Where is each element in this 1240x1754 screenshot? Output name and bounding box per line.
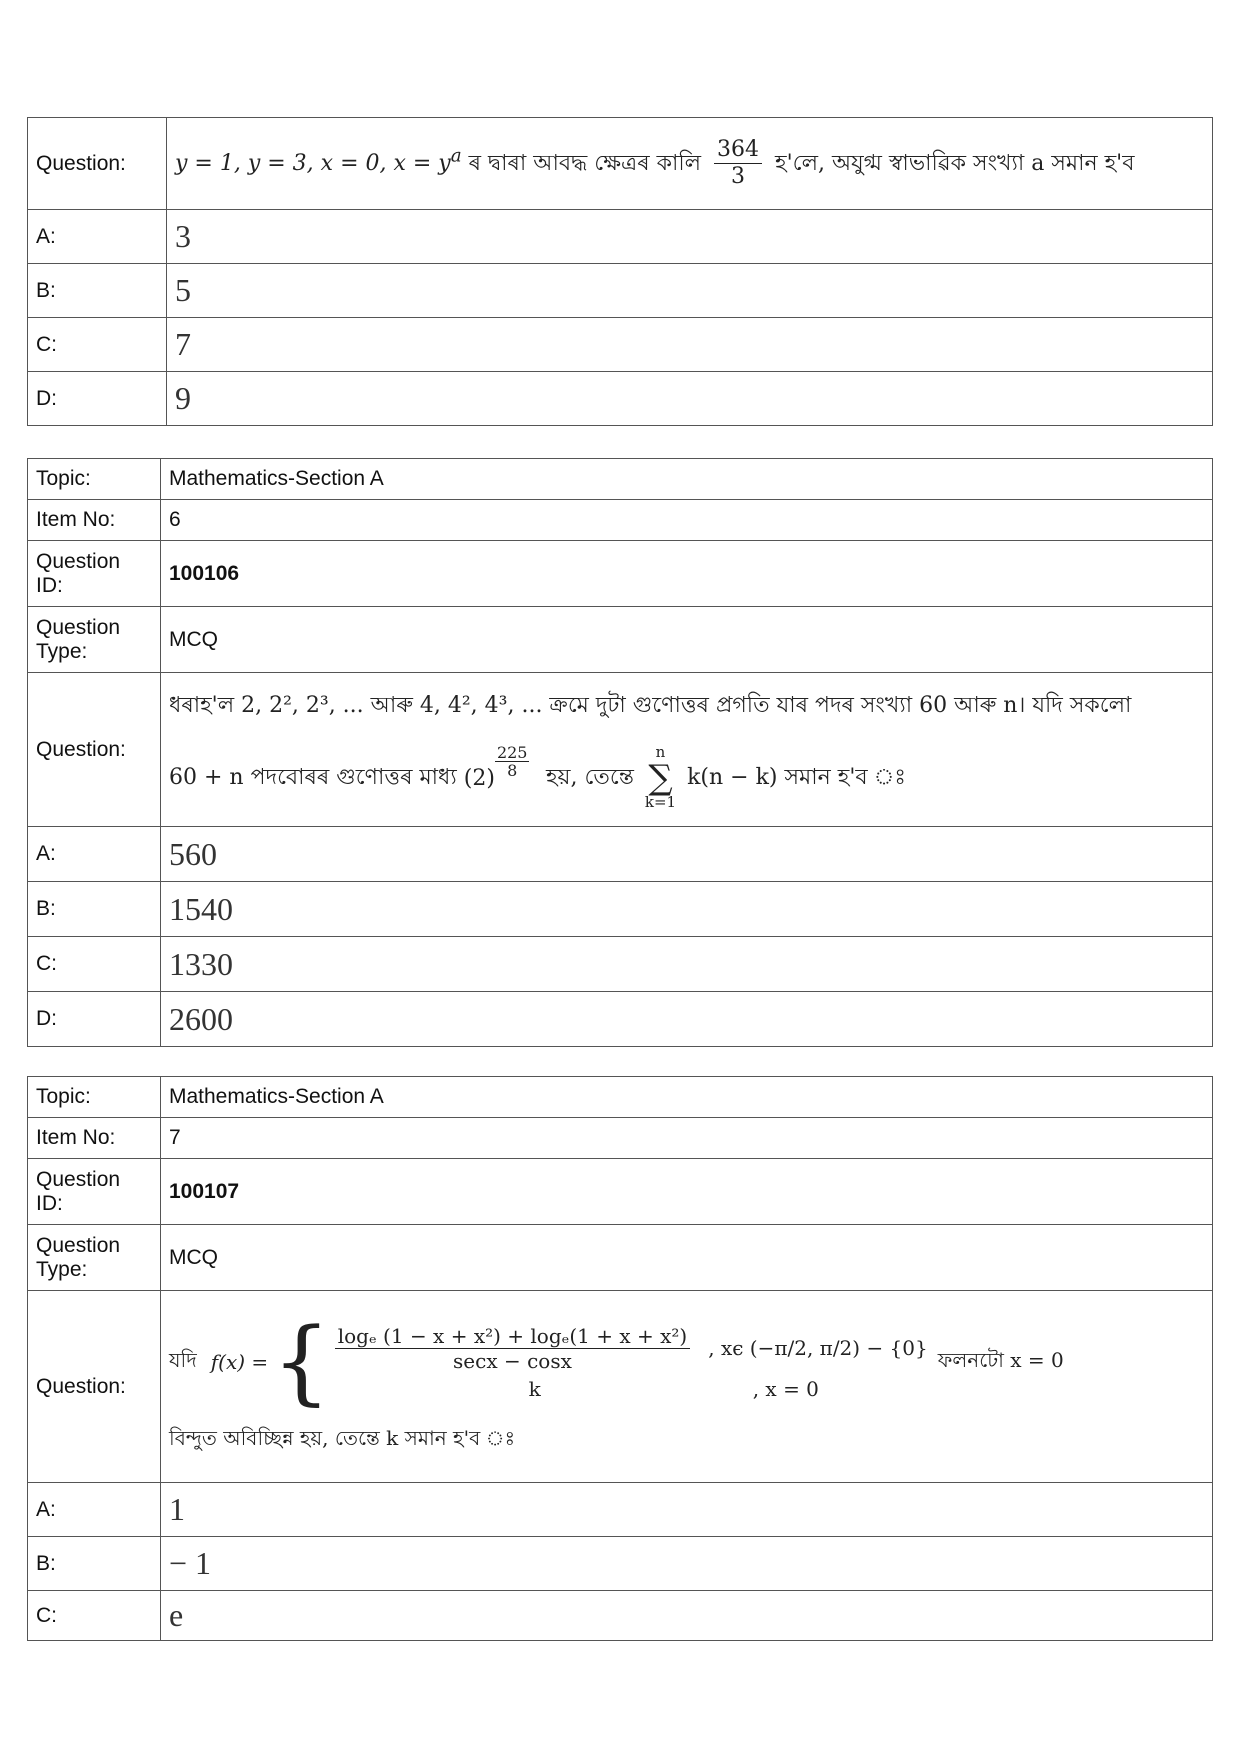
option-value: 9	[167, 372, 1213, 426]
question-text	[167, 118, 1213, 210]
question-line-2	[169, 742, 1204, 811]
option-value: 560	[161, 827, 1213, 882]
option-row-c	[28, 318, 1213, 372]
piecewise-line	[169, 1308, 1204, 1415]
option-row-b	[28, 882, 1213, 937]
question-id-row	[28, 541, 1213, 607]
option-value: 5	[167, 264, 1213, 318]
option-label: C:	[28, 318, 167, 372]
question-type-label: Question Type:	[28, 1225, 161, 1291]
sigma-symbol: ∑	[648, 758, 673, 798]
sum-lower-limit: k=1	[644, 793, 677, 811]
question-label: Question:	[28, 673, 161, 827]
question-text	[161, 1291, 1213, 1483]
item-no-row	[28, 1118, 1213, 1159]
case-2-condition: , x = 0	[752, 1376, 819, 1401]
topic-value: Mathematics-Section A	[161, 1077, 1213, 1118]
case-1	[335, 1324, 928, 1373]
question-block-2	[27, 458, 1213, 1047]
fraction-denominator: 3	[731, 164, 746, 189]
question-suffix: হ'লে, অযুগ্ম স্বাভাৱিক সংখ্যা a সমান হ'ব	[775, 150, 1135, 176]
question-type-row	[28, 607, 1213, 673]
option-label: D:	[28, 372, 167, 426]
power-base: (2)	[463, 765, 495, 791]
question-block-1	[27, 117, 1213, 426]
option-label: A:	[28, 1483, 161, 1537]
option-row-a	[28, 210, 1213, 264]
exponent-numerator: 225	[496, 742, 528, 762]
question-label: Question:	[28, 1291, 161, 1483]
question-prefix: y = 1, y = 3, x = 0, x = y	[175, 150, 451, 176]
question-id-value: 100106	[161, 541, 1213, 607]
case-1-condition: , xϵ (−π/2, π/2) − {0}	[708, 1336, 928, 1360]
option-value: − 1	[161, 1537, 1213, 1591]
question-row	[28, 118, 1213, 210]
option-row-b	[28, 1537, 1213, 1591]
question-label: Question:	[28, 118, 167, 210]
question-id-label: Question ID:	[28, 541, 161, 607]
question-id-row	[28, 1159, 1213, 1225]
item-no-label: Item No:	[28, 500, 161, 541]
topic-label: Topic:	[28, 459, 161, 500]
area-fraction	[714, 137, 762, 191]
exponent-denominator: 8	[507, 761, 518, 781]
sum-upper-limit: n	[655, 743, 666, 762]
topic-label: Topic:	[28, 1077, 161, 1118]
question-mid: ৰ দ্বাৰা আবদ্ধ ক্ষেত্ৰৰ কালি	[461, 150, 702, 176]
option-label: B:	[28, 1537, 161, 1591]
question-text	[161, 673, 1213, 827]
option-label: A:	[28, 827, 161, 882]
case-1-denominator: secx − cosx	[453, 1348, 572, 1373]
question-id-value: 100107	[161, 1159, 1213, 1225]
option-value: e	[161, 1591, 1213, 1641]
option-row-c	[28, 1591, 1213, 1641]
option-row-c	[28, 937, 1213, 992]
option-value: 7	[167, 318, 1213, 372]
question-block-3	[27, 1076, 1213, 1641]
option-row-d	[28, 992, 1213, 1047]
item-no-value: 6	[161, 500, 1213, 541]
case-2	[335, 1377, 928, 1401]
summation	[645, 745, 676, 811]
option-label: B:	[28, 264, 167, 318]
option-value: 2600	[161, 992, 1213, 1047]
question-line-2: বিন্দুত অবিচ্ছিন্ন হয়, তেন্তে k সমান হ'ব ঃ	[169, 1426, 516, 1450]
question-line-2-prefix: 60 + n পদবোৰৰ গুণোত্তৰ মাধ্য	[169, 765, 457, 790]
question-type-row	[28, 1225, 1213, 1291]
option-row-b	[28, 264, 1213, 318]
option-label: B:	[28, 882, 161, 937]
topic-row	[28, 459, 1213, 500]
option-label: A:	[28, 210, 167, 264]
power-term	[463, 742, 528, 791]
function-name: f(x) =	[210, 1350, 269, 1374]
option-row-a	[28, 1483, 1213, 1537]
after-cases-text: ফলনটো x = 0	[937, 1347, 1064, 1372]
power-exponent	[495, 744, 530, 780]
question-type-value: MCQ	[161, 1225, 1213, 1291]
piecewise-brace: {	[272, 1308, 331, 1415]
question-line-1: ধৰাহ'ল 2, 2², 2³, ... আৰু 4, 4², 4³, ... ক্ৰমে দুটা গুণোত্তৰ প্ৰগতি যাৰ পদৰ সংখ্যা 60 আৰু n। যদি সকলো	[169, 693, 1132, 719]
option-row-d	[28, 372, 1213, 426]
item-no-value: 7	[161, 1118, 1213, 1159]
option-value: 1540	[161, 882, 1213, 937]
question-row	[28, 673, 1213, 827]
case-1-fraction	[335, 1324, 691, 1373]
option-value: 3	[167, 210, 1213, 264]
option-value: 1330	[161, 937, 1213, 992]
option-value: 1	[161, 1483, 1213, 1537]
option-label: C:	[28, 937, 161, 992]
topic-row	[28, 1077, 1213, 1118]
question-id-label: Question ID:	[28, 1159, 161, 1225]
question-exponent: a	[450, 145, 462, 167]
question-line-2-suffix: k(n − k) সমান হ'ব ঃ	[687, 765, 907, 790]
question-type-label: Question Type:	[28, 607, 161, 673]
topic-value: Mathematics-Section A	[161, 459, 1213, 500]
question-row	[28, 1291, 1213, 1483]
item-no-row	[28, 500, 1213, 541]
question-line-2-mid: হয়, তেন্তে	[545, 765, 634, 790]
option-label: D:	[28, 992, 161, 1047]
item-no-label: Item No:	[28, 1118, 161, 1159]
case-1-numerator: logₑ (1 − x + x²) + logₑ(1 + x + x²)	[335, 1324, 691, 1349]
option-label: C:	[28, 1591, 161, 1641]
case-2-value: k	[528, 1376, 541, 1401]
option-row-a	[28, 827, 1213, 882]
question-type-value: MCQ	[161, 607, 1213, 673]
if-word: যদি	[169, 1347, 197, 1372]
piecewise-cases	[335, 1324, 928, 1401]
fraction-numerator: 364	[714, 137, 762, 164]
